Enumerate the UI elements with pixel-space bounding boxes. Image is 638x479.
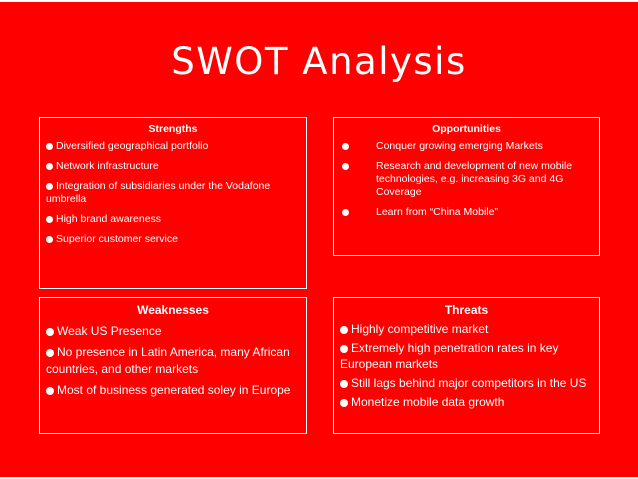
bullet-dot-icon bbox=[340, 399, 348, 407]
bullet-dot-icon bbox=[46, 143, 53, 150]
list-item-text: Superior customer service bbox=[56, 233, 178, 245]
bullet-dot-icon bbox=[46, 216, 53, 223]
list-item-text: Extremely high penetration rates in key European markets bbox=[340, 341, 559, 371]
list-item-text: High brand awareness bbox=[56, 213, 162, 225]
strengths-box bbox=[39, 117, 307, 289]
list-item-text: Network infrastructure bbox=[56, 160, 159, 172]
bullet-dot-icon bbox=[340, 326, 348, 334]
list-item-text: No presence in Latin America, many African countries, and other markets bbox=[46, 345, 290, 376]
list-item-text: Learn from “China Mobile” bbox=[376, 206, 498, 218]
weaknesses-heading: Weaknesses bbox=[137, 303, 209, 317]
list-item bbox=[46, 344, 300, 378]
bullet-dot-icon bbox=[46, 349, 54, 357]
list-item-text: Research and development of new mobile technologies, e.g. increasing 3G and 4G Coverage bbox=[376, 160, 573, 198]
threats-box bbox=[333, 297, 600, 434]
bullet-dot-icon bbox=[46, 387, 54, 395]
list-item bbox=[46, 160, 300, 173]
list-item bbox=[46, 180, 300, 206]
threats-list bbox=[340, 321, 593, 410]
list-item bbox=[46, 382, 300, 399]
slide bbox=[0, 2, 638, 477]
list-item bbox=[340, 160, 593, 199]
opportunities-heading: Opportunities bbox=[432, 123, 501, 135]
strengths-heading: Strengths bbox=[148, 123, 198, 135]
opportunities-box bbox=[333, 117, 600, 256]
list-item bbox=[340, 140, 593, 153]
list-item-text: Highly competitive market bbox=[351, 322, 489, 336]
weaknesses-list bbox=[46, 323, 300, 399]
list-item bbox=[46, 213, 300, 226]
bullet-dot-icon bbox=[46, 183, 53, 190]
bullet-dot-icon bbox=[340, 345, 348, 353]
opportunities-list bbox=[340, 140, 593, 219]
list-item-text: Still lags behind major competitors in the US bbox=[351, 376, 587, 390]
list-item bbox=[340, 375, 593, 391]
list-item-text: Diversified geographical portfolio bbox=[56, 140, 209, 152]
list-item bbox=[46, 233, 300, 246]
bullet-dot-icon bbox=[46, 236, 53, 243]
bullet-dot-icon bbox=[342, 143, 349, 150]
list-item bbox=[340, 394, 593, 410]
bullet-dot-icon bbox=[342, 163, 349, 170]
list-item bbox=[340, 340, 593, 372]
list-item-text: Weak US Presence bbox=[57, 324, 162, 338]
list-item-text: Most of business generated soley in Europe bbox=[57, 383, 291, 397]
strengths-list bbox=[46, 140, 300, 246]
bullet-dot-icon bbox=[340, 380, 348, 388]
list-item-text: Conquer growing emerging Markets bbox=[376, 140, 543, 152]
slide-title: SWOT Analysis bbox=[171, 40, 467, 83]
list-item-text: Integration of subsidiaries under the Vodafone umbrella bbox=[46, 180, 271, 205]
list-item bbox=[46, 140, 300, 153]
list-item bbox=[46, 323, 300, 340]
bullet-dot-icon bbox=[46, 163, 53, 170]
bullet-dot-icon bbox=[46, 328, 54, 336]
weaknesses-box bbox=[39, 297, 307, 434]
list-item bbox=[340, 206, 593, 219]
threats-heading: Threats bbox=[444, 303, 489, 317]
list-item bbox=[340, 321, 593, 337]
list-item-text: Monetize mobile data growth bbox=[351, 395, 505, 409]
bullet-dot-icon bbox=[342, 209, 349, 216]
